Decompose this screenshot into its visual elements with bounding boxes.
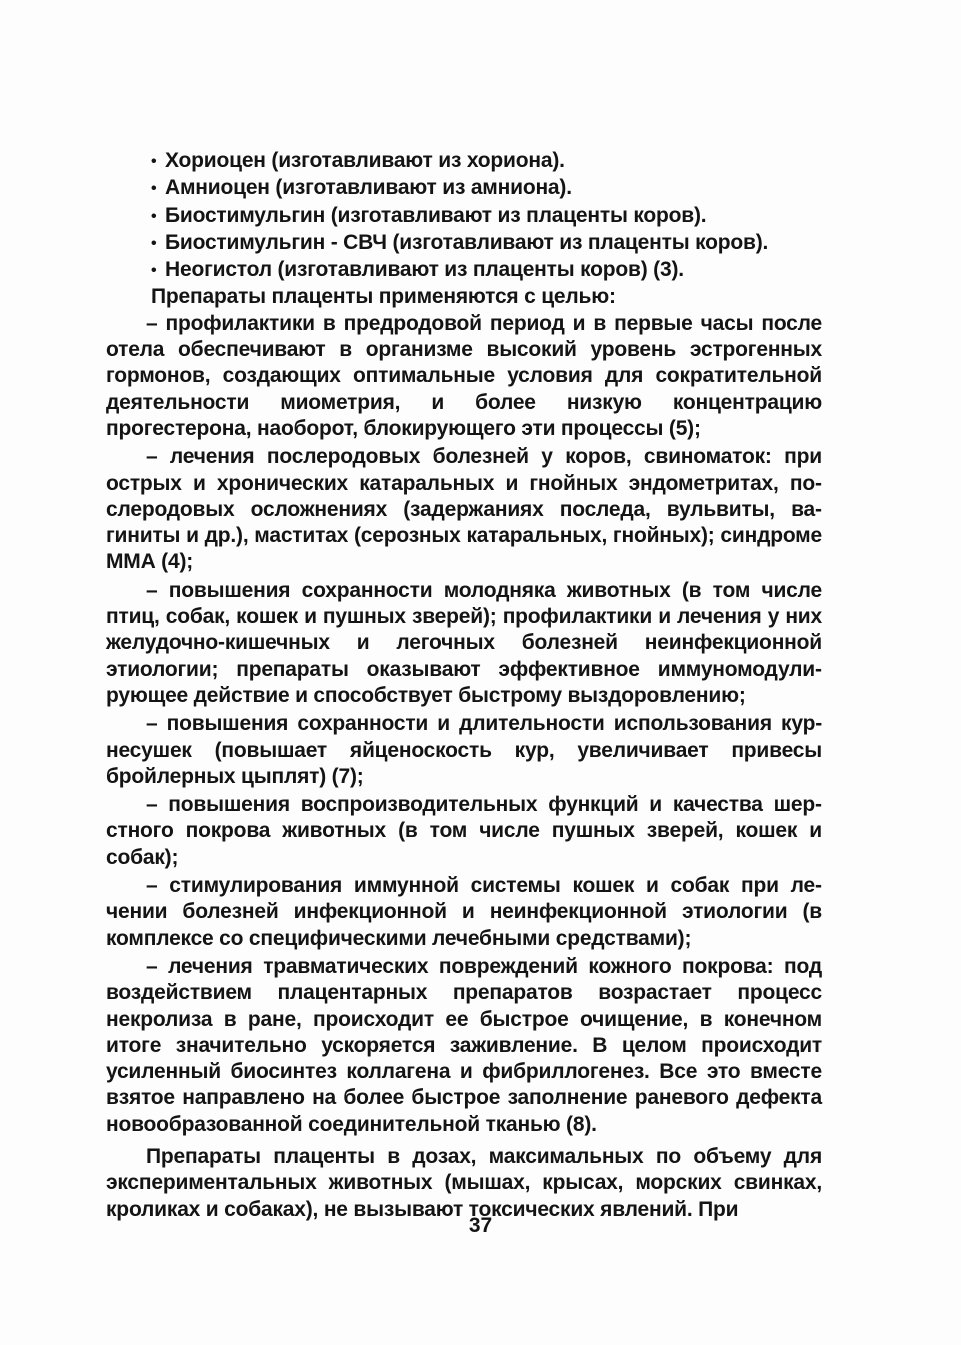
- bullet-item-biostimulgin-svch: [106, 230, 822, 257]
- purpose-item-prophylaxis: – профилактики в предродовой период и в первые часы после отела обеспечивают в организме высокий уровень эстрогенных гормонов, создающих оптимальные условия для сократительной деятельности миометрия, и более низкую концентрацию прогестерона, наоборот, блокирующего эти процессы (5);: [106, 311, 822, 440]
- bullet-marker: •: [151, 153, 157, 170]
- bullet-marker: •: [151, 234, 157, 252]
- intro-paragraph: Препараты плаценты применяются с целью:: [151, 285, 616, 309]
- purpose-item-immune-stimulation: – стимулирования иммунной системы кошек и собак при лечении болезней инфекционной и неинфекционной этиологии (в комплексе со специфическими лечебными средствами);: [106, 874, 822, 950]
- purpose-item-laying-hens: – повышения сохранности и длительности использования кур-несушек (повышает яйценоскость кур, увеличивает привесы бройлерных цыплят) (7);: [106, 712, 822, 788]
- bullet-item-amniotsen: [106, 175, 822, 202]
- page-number: 37: [468, 1214, 493, 1237]
- purpose-item-skin-trauma: – лечения травматических повреждений кожного покрова: под воздействием плацентарных препаратов возрастает процесс некролиза в ране, происходит ее быстрое очищение, в конечном итоге значительно ускоряется заживление. В целом происходит усиленный биосинтез коллагена и фибриллогенез. Все это вместе взятое направлено на более быстрое заполнение раневого дефекта новообразованной соединительной тканью (8).: [106, 954, 822, 1136]
- bullet-text: Амниоцен (изготавливают из амниона).: [165, 176, 572, 200]
- bullet-marker: •: [151, 262, 157, 280]
- bullet-text: Биостимульгин (изготавливают из плаценты коров).: [165, 203, 707, 227]
- bullet-marker: •: [151, 180, 157, 198]
- bullet-item-neogistol: [106, 257, 822, 284]
- bullet-text: Хориоцен (изготавливают из хориона).: [165, 149, 565, 172]
- bullet-item-biostimulgin: [106, 203, 822, 230]
- page-body: [106, 148, 822, 1223]
- purpose-item-youngstock-survival: – повышения сохранности молодняка животных (в том числе птиц, собак, кошек и пушных зверей); профилактики и лечения у них желудочно-кишечных и легочных болезней неинфекционной этиологии; препараты оказывают эффективное иммуномодулирующее действие и способствует быстрому выздоровлению;: [106, 578, 822, 707]
- bullet-marker: •: [151, 207, 157, 225]
- closing-paragraph: Препараты плаценты в дозах, максимальных по объему для экспериментальных животных (мышах, крысах, морских свинках, кроликах и собаках), не вызывают токсических явлений. При: [106, 1144, 822, 1221]
- bullet-text: Неогистол (изготавливают из плаценты коров) (3).: [165, 258, 684, 282]
- bullet-item-khoriotsen: [106, 148, 822, 175]
- bullet-text: Биостимульгин - СВЧ (изготавливают из плаценты коров).: [165, 230, 769, 254]
- purpose-item-reproduction-coat: – повышения воспроизводительных функций и качества шерстного покрова животных (в том числе пушных зверей, кошек и собак);: [106, 793, 822, 869]
- purpose-item-postpartum-treatment: – лечения послеродовых болезней у коров, свиноматок: при острых и хронических катаральных и гнойных эндометритах, послеродовых осложнениях (задержаниях последа, вульвиты, вагиниты и др.), маститах (серозных катаральных, гнойных); синдроме ММА (4);: [106, 445, 822, 574]
